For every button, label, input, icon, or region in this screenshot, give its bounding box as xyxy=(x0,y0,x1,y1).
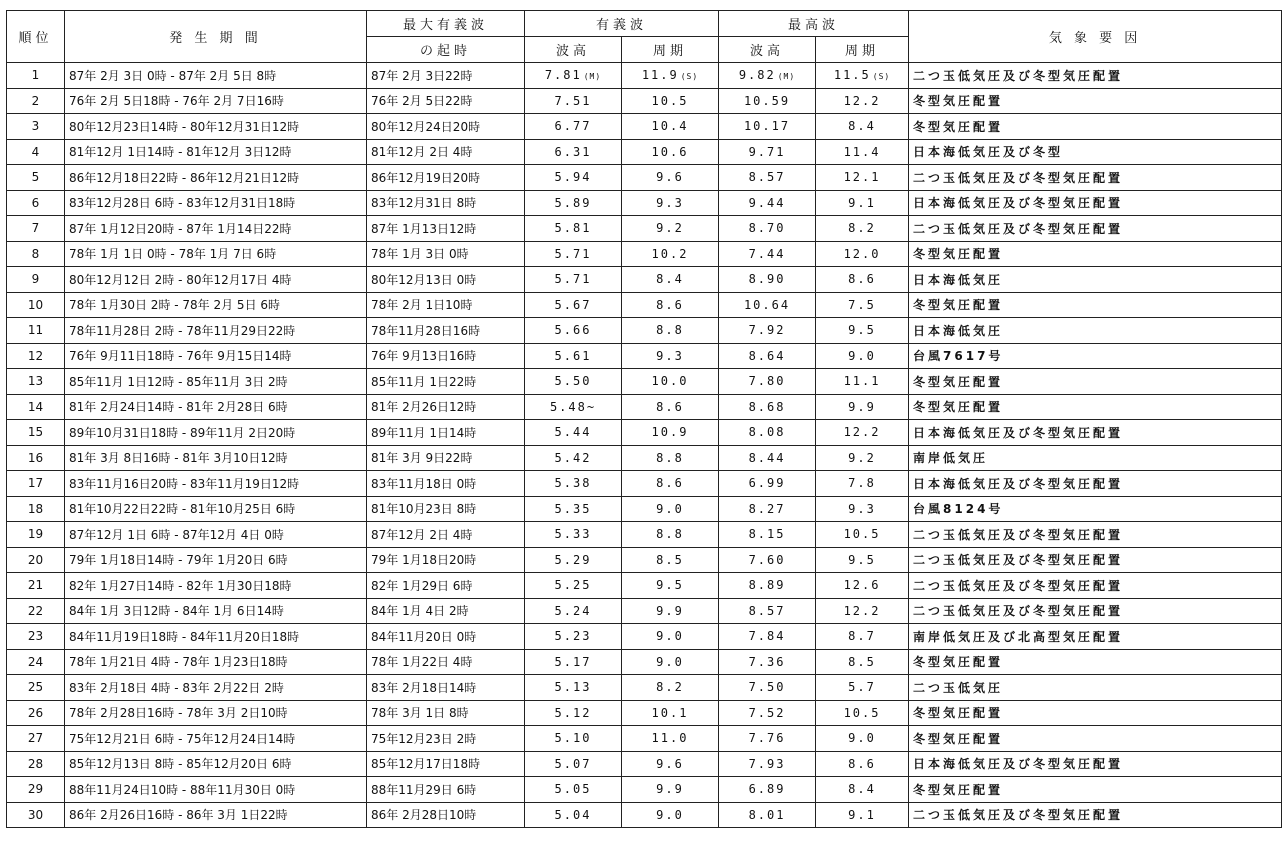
period-cell: 87年 1月12日20時 - 87年 1月14日22時 xyxy=(65,216,367,242)
sig-period-cell: 10.4 xyxy=(622,114,719,140)
period-cell: 75年12月21日 6時 - 75年12月24日14時 xyxy=(65,726,367,752)
period-cell: 89年10月31日18時 - 89年11月 2日20時 xyxy=(65,420,367,446)
rank-cell: 10 xyxy=(7,292,65,318)
table-row xyxy=(7,241,1282,267)
period-cell: 82年 1月27日14時 - 82年 1月30日18時 xyxy=(65,573,367,599)
peak-time-cell: 78年11月28日16時 xyxy=(367,318,525,344)
sig-period-cell: 8.6 xyxy=(622,471,719,497)
cause-cell: 台風7617号 xyxy=(909,343,1282,369)
table-row xyxy=(7,675,1282,701)
max-period-cell: 9.0 xyxy=(816,343,909,369)
cause-cell: 二つ玉低気圧及び冬型気圧配置 xyxy=(909,165,1282,191)
peak-time-cell: 82年 1月29日 6時 xyxy=(367,573,525,599)
table-row xyxy=(7,471,1282,497)
sig-height-cell: 5.50 xyxy=(525,369,622,395)
max-period-cell: 9.1 xyxy=(816,802,909,828)
period-cell: 78年11月28日 2時 - 78年11月29日22時 xyxy=(65,318,367,344)
rank-cell: 21 xyxy=(7,573,65,599)
sig-period-cell: 10.9 xyxy=(622,420,719,446)
header-sig-height: 波高 xyxy=(525,37,622,63)
max-period-cell: 7.5 xyxy=(816,292,909,318)
sig-period-cell: 9.6 xyxy=(622,165,719,191)
table-row xyxy=(7,573,1282,599)
rank-cell: 8 xyxy=(7,241,65,267)
rank-cell: 29 xyxy=(7,777,65,803)
header-cause: 気 象 要 因 xyxy=(909,11,1282,63)
cause-cell: 日本海低気圧及び冬型気圧配置 xyxy=(909,190,1282,216)
period-cell: 84年11月19日18時 - 84年11月20日18時 xyxy=(65,624,367,650)
cause-cell: 南岸低気圧及び北高型気圧配置 xyxy=(909,624,1282,650)
cause-cell: 冬型気圧配置 xyxy=(909,88,1282,114)
header-rank: 順位 xyxy=(7,11,65,63)
cause-cell: 二つ玉低気圧及び冬型気圧配置 xyxy=(909,598,1282,624)
period-cell: 78年 1月21日 4時 - 78年 1月23日18時 xyxy=(65,649,367,675)
max-height-cell: 8.70 xyxy=(719,216,816,242)
max-height-cell: 10.59 xyxy=(719,88,816,114)
sig-height-cell: 5.24 xyxy=(525,598,622,624)
table-row xyxy=(7,88,1282,114)
sig-height-cell: 5.66 xyxy=(525,318,622,344)
peak-time-cell: 86年 2月28日10時 xyxy=(367,802,525,828)
sig-period-cell: 8.8 xyxy=(622,522,719,548)
cause-cell: 冬型気圧配置 xyxy=(909,241,1282,267)
sig-period-cell: 9.3 xyxy=(622,343,719,369)
max-period-cell: 8.2 xyxy=(816,216,909,242)
table-row xyxy=(7,445,1282,471)
period-cell: 87年 2月 3日 0時 - 87年 2月 5日 8時 xyxy=(65,63,367,89)
peak-time-cell: 89年11月 1日14時 xyxy=(367,420,525,446)
sig-period-cell: 9.0 xyxy=(622,624,719,650)
period-cell: 85年11月 1日12時 - 85年11月 3日 2時 xyxy=(65,369,367,395)
sig-height-cell: 5.33 xyxy=(525,522,622,548)
peak-time-cell: 79年 1月18日20時 xyxy=(367,547,525,573)
sig-period-cell: 11.9 (S) xyxy=(622,63,719,89)
cause-cell: 冬型気圧配置 xyxy=(909,369,1282,395)
table-row xyxy=(7,496,1282,522)
peak-time-cell: 87年 1月13日12時 xyxy=(367,216,525,242)
sig-period-cell: 9.9 xyxy=(622,777,719,803)
sig-period-cell: 8.6 xyxy=(622,394,719,420)
table-row xyxy=(7,777,1282,803)
period-cell: 83年 2月18日 4時 - 83年 2月22日 2時 xyxy=(65,675,367,701)
sig-period-cell: 10.1 xyxy=(622,700,719,726)
cause-cell: 日本海低気圧 xyxy=(909,267,1282,293)
max-height-cell: 8.90 xyxy=(719,267,816,293)
max-period-cell: 7.8 xyxy=(816,471,909,497)
cause-cell: 冬型気圧配置 xyxy=(909,114,1282,140)
rank-cell: 2 xyxy=(7,88,65,114)
table-row xyxy=(7,649,1282,675)
peak-time-cell: 81年 2月26日12時 xyxy=(367,394,525,420)
table-row xyxy=(7,63,1282,89)
max-period-cell: 8.5 xyxy=(816,649,909,675)
rank-cell: 20 xyxy=(7,547,65,573)
cause-cell: 冬型気圧配置 xyxy=(909,292,1282,318)
max-height-cell: 7.80 xyxy=(719,369,816,395)
peak-time-cell: 83年 2月18日14時 xyxy=(367,675,525,701)
header-occurrence-time: の起時 xyxy=(367,37,525,63)
table-row xyxy=(7,624,1282,650)
cause-cell: 日本海低気圧 xyxy=(909,318,1282,344)
sig-height-cell: 5.94 xyxy=(525,165,622,191)
table-row xyxy=(7,394,1282,420)
max-height-cell: 9.44 xyxy=(719,190,816,216)
sig-height-cell: 5.13 xyxy=(525,675,622,701)
header-max-wave: 最高波 xyxy=(719,11,909,37)
rank-cell: 30 xyxy=(7,802,65,828)
sig-height-cell: 5.04 xyxy=(525,802,622,828)
max-height-cell: 8.15 xyxy=(719,522,816,548)
max-height-cell: 7.93 xyxy=(719,751,816,777)
table-row xyxy=(7,802,1282,828)
peak-time-cell: 83年12月31日 8時 xyxy=(367,190,525,216)
period-cell: 83年11月16日20時 - 83年11月19日12時 xyxy=(65,471,367,497)
cause-cell: 冬型気圧配置 xyxy=(909,649,1282,675)
max-height-cell: 8.44 xyxy=(719,445,816,471)
period-cell: 80年12月12日 2時 - 80年12月17日 4時 xyxy=(65,267,367,293)
sig-height-cell: 6.31 xyxy=(525,139,622,165)
rank-cell: 15 xyxy=(7,420,65,446)
header-max-height: 波高 xyxy=(719,37,816,63)
table-row xyxy=(7,267,1282,293)
max-period-cell: 11.4 xyxy=(816,139,909,165)
peak-time-cell: 76年 9月13日16時 xyxy=(367,343,525,369)
table-row xyxy=(7,420,1282,446)
period-cell: 81年10月22日22時 - 81年10月25日 6時 xyxy=(65,496,367,522)
rank-cell: 22 xyxy=(7,598,65,624)
unit-meter-label: (M) xyxy=(583,72,602,82)
peak-time-cell: 81年10月23日 8時 xyxy=(367,496,525,522)
peak-time-cell: 78年 2月 1日10時 xyxy=(367,292,525,318)
period-cell: 87年12月 1日 6時 - 87年12月 4日 0時 xyxy=(65,522,367,548)
max-height-cell: 10.64 xyxy=(719,292,816,318)
sig-period-cell: 8.4 xyxy=(622,267,719,293)
sig-height-cell: 5.29 xyxy=(525,547,622,573)
period-cell: 78年 1月 1日 0時 - 78年 1月 7日 6時 xyxy=(65,241,367,267)
max-height-cell: 7.52 xyxy=(719,700,816,726)
table-row xyxy=(7,292,1282,318)
sig-period-cell: 9.3 xyxy=(622,190,719,216)
sig-period-cell: 9.5 xyxy=(622,573,719,599)
period-cell: 86年12月18日22時 - 86年12月21日12時 xyxy=(65,165,367,191)
rank-cell: 3 xyxy=(7,114,65,140)
rank-cell: 25 xyxy=(7,675,65,701)
period-cell: 80年12月23日14時 - 80年12月31日12時 xyxy=(65,114,367,140)
peak-time-cell: 86年12月19日20時 xyxy=(367,165,525,191)
unit-second-label: (S) xyxy=(680,72,699,82)
max-height-cell: 7.36 xyxy=(719,649,816,675)
sig-height-cell: 5.61 xyxy=(525,343,622,369)
header-max-significant-wave: 最大有義波 xyxy=(367,11,525,37)
sig-period-cell: 11.0 xyxy=(622,726,719,752)
table-row xyxy=(7,343,1282,369)
period-cell: 81年12月 1日14時 - 81年12月 3日12時 xyxy=(65,139,367,165)
max-height-cell: 7.76 xyxy=(719,726,816,752)
sig-height-cell: 5.42 xyxy=(525,445,622,471)
max-period-cell: 12.2 xyxy=(816,88,909,114)
rank-cell: 17 xyxy=(7,471,65,497)
max-period-cell: 8.4 xyxy=(816,777,909,803)
sig-height-cell: 5.17 xyxy=(525,649,622,675)
peak-time-cell: 88年11月29日 6時 xyxy=(367,777,525,803)
sig-height-cell: 5.81 xyxy=(525,216,622,242)
table-row xyxy=(7,114,1282,140)
cause-cell: 日本海低気圧及び冬型気圧配置 xyxy=(909,471,1282,497)
max-period-cell: 9.1 xyxy=(816,190,909,216)
peak-time-cell: 80年12月13日 0時 xyxy=(367,267,525,293)
max-height-cell: 8.57 xyxy=(719,598,816,624)
cause-cell: 南岸低気圧 xyxy=(909,445,1282,471)
period-cell: 76年 9月11日18時 - 76年 9月15日14時 xyxy=(65,343,367,369)
period-cell: 88年11月24日10時 - 88年11月30日 0時 xyxy=(65,777,367,803)
table-row xyxy=(7,216,1282,242)
sig-height-cell: 5.35 xyxy=(525,496,622,522)
period-cell: 85年12月13日 8時 - 85年12月20日 6時 xyxy=(65,751,367,777)
cause-cell: 二つ玉低気圧及び冬型気圧配置 xyxy=(909,63,1282,89)
max-period-cell: 8.6 xyxy=(816,267,909,293)
peak-time-cell: 81年12月 2日 4時 xyxy=(367,139,525,165)
cause-cell: 二つ玉低気圧及び冬型気圧配置 xyxy=(909,522,1282,548)
max-height-cell: 8.57 xyxy=(719,165,816,191)
max-height-cell: 6.99 xyxy=(719,471,816,497)
cause-cell: 二つ玉低気圧及び冬型気圧配置 xyxy=(909,216,1282,242)
sig-period-cell: 9.6 xyxy=(622,751,719,777)
peak-time-cell: 85年11月 1日22時 xyxy=(367,369,525,395)
max-height-cell: 10.17 xyxy=(719,114,816,140)
cause-cell: 日本海低気圧及び冬型 xyxy=(909,139,1282,165)
cause-cell: 冬型気圧配置 xyxy=(909,726,1282,752)
table-row xyxy=(7,318,1282,344)
max-period-cell: 9.9 xyxy=(816,394,909,420)
sig-period-cell: 9.0 xyxy=(622,496,719,522)
peak-time-cell: 78年 1月 3日 0時 xyxy=(367,241,525,267)
sig-height-cell: 7.51 xyxy=(525,88,622,114)
max-height-cell: 9.82 (M) xyxy=(719,63,816,89)
peak-time-cell: 78年 1月22日 4時 xyxy=(367,649,525,675)
rank-cell: 14 xyxy=(7,394,65,420)
peak-time-cell: 75年12月23日 2時 xyxy=(367,726,525,752)
cause-cell: 二つ玉低気圧 xyxy=(909,675,1282,701)
peak-time-cell: 81年 3月 9日22時 xyxy=(367,445,525,471)
max-height-cell: 8.64 xyxy=(719,343,816,369)
max-height-cell: 8.89 xyxy=(719,573,816,599)
header-significant-wave: 有義波 xyxy=(525,11,719,37)
rank-cell: 28 xyxy=(7,751,65,777)
rank-cell: 26 xyxy=(7,700,65,726)
sig-period-cell: 9.0 xyxy=(622,802,719,828)
rank-cell: 9 xyxy=(7,267,65,293)
max-period-cell: 8.7 xyxy=(816,624,909,650)
sig-height-cell: 7.81 (M) xyxy=(525,63,622,89)
sig-period-cell: 8.8 xyxy=(622,445,719,471)
peak-time-cell: 80年12月24日20時 xyxy=(367,114,525,140)
table-row xyxy=(7,547,1282,573)
table-row xyxy=(7,369,1282,395)
max-height-cell: 8.01 xyxy=(719,802,816,828)
period-cell: 84年 1月 3日12時 - 84年 1月 6日14時 xyxy=(65,598,367,624)
sig-period-cell: 10.2 xyxy=(622,241,719,267)
max-period-cell: 9.5 xyxy=(816,318,909,344)
cause-cell: 台風8124号 xyxy=(909,496,1282,522)
sig-height-cell: 5.23 xyxy=(525,624,622,650)
max-period-cell: 11.1 xyxy=(816,369,909,395)
unit-meter-label: (M) xyxy=(777,72,796,82)
max-period-cell: 12.2 xyxy=(816,420,909,446)
sig-period-cell: 9.0 xyxy=(622,649,719,675)
peak-time-cell: 76年 2月 5日22時 xyxy=(367,88,525,114)
period-cell: 79年 1月18日14時 - 79年 1月20日 6時 xyxy=(65,547,367,573)
peak-time-cell: 84年 1月 4日 2時 xyxy=(367,598,525,624)
peak-time-cell: 78年 3月 1日 8時 xyxy=(367,700,525,726)
rank-cell: 23 xyxy=(7,624,65,650)
table-row xyxy=(7,700,1282,726)
table-row xyxy=(7,139,1282,165)
max-height-cell: 7.50 xyxy=(719,675,816,701)
sig-height-cell: 5.44 xyxy=(525,420,622,446)
max-period-cell: 5.7 xyxy=(816,675,909,701)
rank-cell: 4 xyxy=(7,139,65,165)
max-period-cell: 9.2 xyxy=(816,445,909,471)
sig-height-cell: 5.07 xyxy=(525,751,622,777)
max-period-cell: 8.6 xyxy=(816,751,909,777)
max-height-cell: 7.60 xyxy=(719,547,816,573)
max-period-cell: 10.5 xyxy=(816,522,909,548)
rank-cell: 7 xyxy=(7,216,65,242)
max-period-cell: 8.4 xyxy=(816,114,909,140)
cause-cell: 日本海低気圧及び冬型気圧配置 xyxy=(909,751,1282,777)
sig-period-cell: 8.2 xyxy=(622,675,719,701)
table-row xyxy=(7,726,1282,752)
sig-period-cell: 10.5 xyxy=(622,88,719,114)
peak-time-cell: 87年12月 2日 4時 xyxy=(367,522,525,548)
max-height-cell: 7.92 xyxy=(719,318,816,344)
table-row xyxy=(7,165,1282,191)
period-cell: 81年 2月24日14時 - 81年 2月28日 6時 xyxy=(65,394,367,420)
rank-cell: 6 xyxy=(7,190,65,216)
table-row xyxy=(7,598,1282,624)
period-cell: 78年 1月30日 2時 - 78年 2月 5日 6時 xyxy=(65,292,367,318)
cause-cell: 二つ玉低気圧及び冬型気圧配置 xyxy=(909,802,1282,828)
period-cell: 86年 2月26日16時 - 86年 3月 1日22時 xyxy=(65,802,367,828)
peak-time-cell: 87年 2月 3日22時 xyxy=(367,63,525,89)
cause-cell: 日本海低気圧及び冬型気圧配置 xyxy=(909,420,1282,446)
rank-cell: 12 xyxy=(7,343,65,369)
rank-cell: 11 xyxy=(7,318,65,344)
cause-cell: 二つ玉低気圧及び冬型気圧配置 xyxy=(909,547,1282,573)
peak-time-cell: 84年11月20日 0時 xyxy=(367,624,525,650)
table-body xyxy=(7,63,1282,828)
rank-cell: 18 xyxy=(7,496,65,522)
rank-cell: 13 xyxy=(7,369,65,395)
period-cell: 78年 2月28日16時 - 78年 3月 2日10時 xyxy=(65,700,367,726)
rank-cell: 19 xyxy=(7,522,65,548)
peak-time-cell: 83年11月18日 0時 xyxy=(367,471,525,497)
sig-period-cell: 8.8 xyxy=(622,318,719,344)
table-header xyxy=(7,11,1282,63)
max-period-cell: 12.6 xyxy=(816,573,909,599)
sig-period-cell: 9.9 xyxy=(622,598,719,624)
max-period-cell: 9.3 xyxy=(816,496,909,522)
rank-cell: 5 xyxy=(7,165,65,191)
wave-ranking-table xyxy=(6,10,1282,828)
max-period-cell: 9.0 xyxy=(816,726,909,752)
max-period-cell: 12.0 xyxy=(816,241,909,267)
max-period-cell: 12.1 xyxy=(816,165,909,191)
sig-height-cell: 5.89 xyxy=(525,190,622,216)
max-height-cell: 8.27 xyxy=(719,496,816,522)
sig-height-cell: 5.48~ xyxy=(525,394,622,420)
rank-cell: 27 xyxy=(7,726,65,752)
sig-period-cell: 8.5 xyxy=(622,547,719,573)
sig-height-cell: 5.12 xyxy=(525,700,622,726)
cause-cell: 冬型気圧配置 xyxy=(909,700,1282,726)
header-max-period: 周期 xyxy=(816,37,909,63)
sig-height-cell: 5.71 xyxy=(525,267,622,293)
sig-period-cell: 10.0 xyxy=(622,369,719,395)
sig-height-cell: 6.77 xyxy=(525,114,622,140)
rank-cell: 24 xyxy=(7,649,65,675)
table-row xyxy=(7,190,1282,216)
table-row xyxy=(7,522,1282,548)
cause-cell: 冬型気圧配置 xyxy=(909,394,1282,420)
max-period-cell: 11.5 (S) xyxy=(816,63,909,89)
period-cell: 76年 2月 5日18時 - 76年 2月 7日16時 xyxy=(65,88,367,114)
header-period: 発 生 期 間 xyxy=(65,11,367,63)
max-period-cell: 10.5 xyxy=(816,700,909,726)
max-period-cell: 9.5 xyxy=(816,547,909,573)
sig-period-cell: 9.2 xyxy=(622,216,719,242)
sig-period-cell: 10.6 xyxy=(622,139,719,165)
rank-cell: 1 xyxy=(7,63,65,89)
sig-height-cell: 5.05 xyxy=(525,777,622,803)
unit-second-label: (S) xyxy=(872,72,891,82)
max-height-cell: 9.71 xyxy=(719,139,816,165)
max-height-cell: 6.89 xyxy=(719,777,816,803)
sig-period-cell: 8.6 xyxy=(622,292,719,318)
cause-cell: 二つ玉低気圧及び冬型気圧配置 xyxy=(909,573,1282,599)
rank-cell: 16 xyxy=(7,445,65,471)
sig-height-cell: 5.10 xyxy=(525,726,622,752)
period-cell: 83年12月28日 6時 - 83年12月31日18時 xyxy=(65,190,367,216)
sig-height-cell: 5.38 xyxy=(525,471,622,497)
max-height-cell: 8.68 xyxy=(719,394,816,420)
sig-height-cell: 5.25 xyxy=(525,573,622,599)
max-height-cell: 7.84 xyxy=(719,624,816,650)
table-row xyxy=(7,751,1282,777)
max-period-cell: 12.2 xyxy=(816,598,909,624)
max-height-cell: 8.08 xyxy=(719,420,816,446)
peak-time-cell: 85年12月17日18時 xyxy=(367,751,525,777)
period-cell: 81年 3月 8日16時 - 81年 3月10日12時 xyxy=(65,445,367,471)
sig-height-cell: 5.67 xyxy=(525,292,622,318)
header-sig-period: 周期 xyxy=(622,37,719,63)
max-height-cell: 7.44 xyxy=(719,241,816,267)
cause-cell: 冬型気圧配置 xyxy=(909,777,1282,803)
sig-height-cell: 5.71 xyxy=(525,241,622,267)
